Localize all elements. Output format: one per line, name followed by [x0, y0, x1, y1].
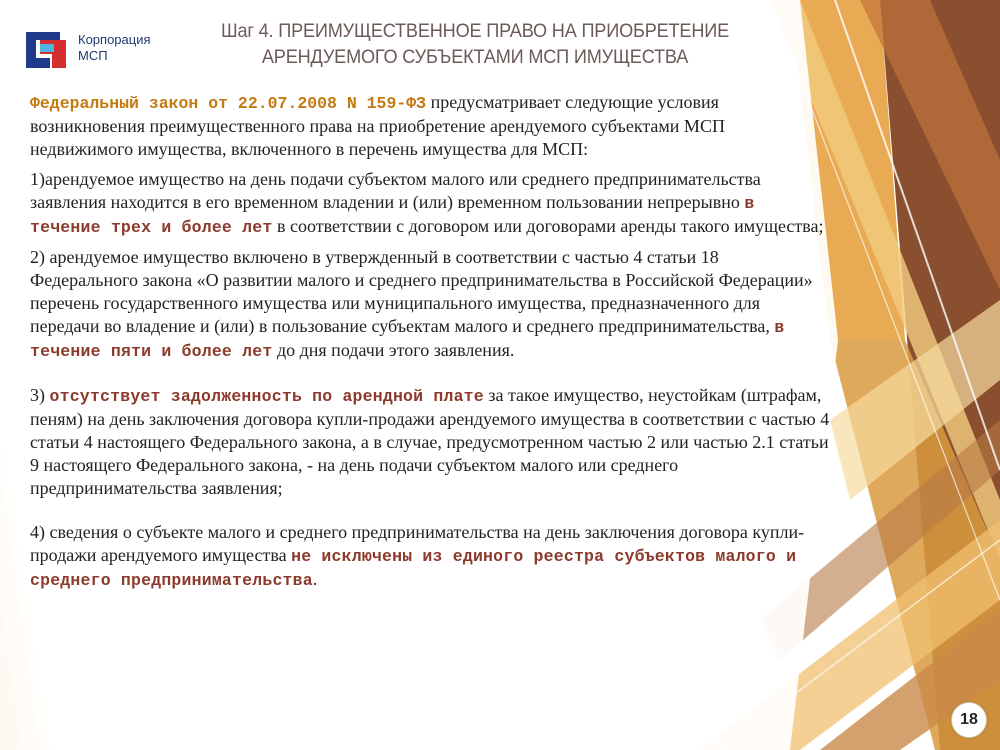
intro-paragraph — [30, 91, 830, 161]
condition-highlight: в течение трех и более лет — [30, 194, 755, 237]
condition-text: до дня подачи этого заявления. — [272, 340, 515, 360]
condition-text: 3) — [30, 385, 50, 405]
logo-line-2: МСП — [78, 48, 108, 63]
condition-item-2 — [30, 246, 830, 363]
condition-item-4 — [30, 521, 830, 592]
logo-mark-icon — [22, 24, 70, 72]
slide-title — [201, 18, 750, 70]
law-reference: Федеральный закон от 22.07.2008 N 159-ФЗ — [30, 94, 427, 113]
condition-item-1 — [30, 168, 830, 239]
logo-line-1: Корпорация — [78, 32, 151, 47]
condition-highlight: в течение пяти и более лет — [30, 318, 785, 361]
title-line-1: Шаг 4. ПРЕИМУЩЕСТВЕННОЕ ПРАВО НА ПРИОБРЕТЕНИЕ — [221, 20, 729, 42]
page-number-badge: 18 — [951, 702, 987, 738]
slide-content — [30, 91, 830, 599]
title-line-2: АРЕНДУЕМОГО СУБЪЕКТАМИ МСП ИМУЩЕСТВА — [261, 46, 689, 68]
condition-text: 1)арендуемое имущество на день подачи субъектом малого или среднего предпринимательства заявления находится в его временном владении и (или) временном пользовании непрерывно — [30, 169, 761, 212]
intro-text: предусматривает следующие условия возникновения преимущественного права на приобретение арендуемого субъектами МСП недвижимого имущества, включенного в перечень имущества для МСП: — [30, 92, 725, 159]
logo-text — [78, 32, 151, 64]
condition-item-3 — [30, 384, 830, 500]
condition-highlight: отсутствует задолженность по арендной плате — [49, 387, 484, 406]
condition-text: в соответствии с договором или договорами аренды такого имущества; — [272, 216, 824, 236]
condition-text: 4) сведения о субъекте малого и среднего предпринимательства на день заключения договора купли-продажи арендуемого имущества — [30, 522, 805, 565]
condition-text: 2) арендуемое имущество включено в утвержденный в соответствии с частью 4 статьи 18 Федерального закона «О развитии малого и среднего предпринимательства в Российской Федерации» перечень государственного имущества или муниципального имущества, предназначенного для передачи во владение и (или) в пользование субъектам малого и среднего предпринимательства, — [30, 247, 813, 336]
condition-highlight: не исключены из единого реестра субъектов малого и среднего предпринимательства — [30, 547, 797, 590]
spacer — [30, 370, 830, 384]
condition-text: . — [312, 569, 318, 589]
condition-text: за такое имущество, неустойкам (штрафам, пеням) на день заключения договора купли-продажи арендуемого имущества в соответствии с частью 4 статьи 4 настоящего Федерального закона, а в случае, предусмотренном частью 2 или частью 2.1 статьи 9 настоящего Федерального закона, - на день подачи субъектом малого или среднего предпринимательства заявления; — [30, 385, 830, 498]
spacer — [30, 507, 830, 521]
